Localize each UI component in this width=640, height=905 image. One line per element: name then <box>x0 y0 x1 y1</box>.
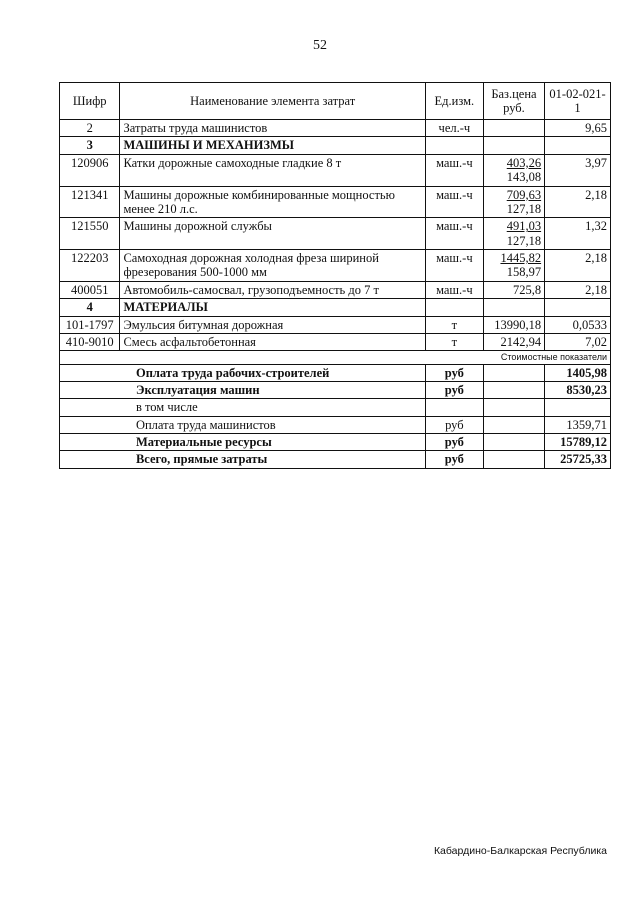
page-number: 52 <box>313 38 327 53</box>
cell-code: 3 <box>60 137 120 154</box>
summary-blank <box>60 416 120 433</box>
cell-price: 725,8 <box>483 281 544 298</box>
summary-unit: руб <box>425 434 483 451</box>
summary-blank <box>483 381 544 398</box>
table-row <box>60 250 611 282</box>
price-base: 1445,82 <box>500 251 542 265</box>
cell-name: МАТЕРИАЛЫ <box>120 299 425 316</box>
table-row <box>60 186 611 218</box>
table-row <box>60 281 611 298</box>
summary-name: Эксплуатация машин <box>120 381 425 398</box>
summary-blank <box>483 434 544 451</box>
cost-indicators-label: Стоимостные показатели <box>60 351 611 364</box>
cell-code: 2 <box>60 120 120 137</box>
summary-blank <box>483 416 544 433</box>
header-code: Шифр <box>60 83 120 120</box>
summary-unit: руб <box>425 416 483 433</box>
summary-blank <box>60 364 120 381</box>
cell-code: 410-9010 <box>60 333 120 350</box>
summary-value: 1359,71 <box>545 416 611 433</box>
summary-value: 15789,12 <box>545 434 611 451</box>
cell-price <box>483 299 544 316</box>
cell-price: 13990,18 <box>483 316 544 333</box>
table-row <box>60 137 611 154</box>
summary-name: Всего, прямые затраты <box>120 451 425 468</box>
cell-price: 2142,94 <box>483 333 544 350</box>
cell-code: 121341 <box>60 186 120 218</box>
summary-blank <box>60 381 120 398</box>
cell-value: 7,02 <box>545 333 611 350</box>
summary-unit: руб <box>425 381 483 398</box>
summary-blank <box>60 451 120 468</box>
cell-price <box>483 120 544 137</box>
table-header-row <box>60 83 611 120</box>
cell-unit: маш.-ч <box>425 186 483 218</box>
cell-code: 120906 <box>60 154 120 186</box>
cell-price <box>483 250 544 282</box>
cell-value: 2,18 <box>545 186 611 218</box>
cell-value: 9,65 <box>545 120 611 137</box>
summary-name: Оплата труда рабочих-строителей <box>120 364 425 381</box>
cell-name: Машины дорожные комбинированные мощностью менее 210 л.с. <box>120 186 425 218</box>
cell-unit: т <box>425 316 483 333</box>
summary-blank <box>483 399 544 416</box>
cell-unit: маш.-ч <box>425 218 483 250</box>
summary-blank <box>60 399 120 416</box>
cell-name: Эмульсия битумная дорожная <box>120 316 425 333</box>
table-row <box>60 154 611 186</box>
cell-price <box>483 186 544 218</box>
summary-blank <box>60 434 120 451</box>
table-body <box>60 120 611 351</box>
price-wage: 143,08 <box>506 170 542 185</box>
summary-row <box>60 416 611 433</box>
summary-name: Материальные ресурсы <box>120 434 425 451</box>
summary-row <box>60 399 611 416</box>
cell-value: 2,18 <box>545 250 611 282</box>
cell-code: 122203 <box>60 250 120 282</box>
table-row <box>60 316 611 333</box>
cell-price <box>483 137 544 154</box>
header-name: Наименование элемента затрат <box>120 83 425 120</box>
cost-indicators-row <box>60 351 611 364</box>
summary-unit <box>425 399 483 416</box>
cell-name: Затраты труда машинистов <box>120 120 425 137</box>
cell-unit: маш.-ч <box>425 281 483 298</box>
cell-price <box>483 154 544 186</box>
cell-name: Смесь асфальтобетонная <box>120 333 425 350</box>
summary-value: 1405,98 <box>545 364 611 381</box>
cell-unit: т <box>425 333 483 350</box>
summary-value: 8530,23 <box>545 381 611 398</box>
summary-row <box>60 434 611 451</box>
header-norm: 01-02-021-1 <box>545 83 611 120</box>
summary-body <box>60 351 611 469</box>
cost-table <box>59 82 611 469</box>
cell-code: 4 <box>60 299 120 316</box>
cell-name: Машины дорожной службы <box>120 218 425 250</box>
cell-value: 0,0533 <box>545 316 611 333</box>
cell-unit: чел.-ч <box>425 120 483 137</box>
summary-unit: руб <box>425 364 483 381</box>
table-row <box>60 333 611 350</box>
price-wage: 127,18 <box>506 201 542 216</box>
summary-name: Оплата труда машинистов <box>120 416 425 433</box>
summary-row <box>60 364 611 381</box>
price-base: 403,26 <box>506 155 542 170</box>
price-base: 491,03 <box>506 219 542 234</box>
footer-region: Кабардино-Балкарская Республика <box>433 845 607 857</box>
cell-unit: маш.-ч <box>425 154 483 186</box>
cell-unit: маш.-ч <box>425 250 483 282</box>
price-wage: 158,97 <box>506 265 542 280</box>
cell-value <box>545 299 611 316</box>
summary-value <box>545 399 611 416</box>
cell-value: 1,32 <box>545 218 611 250</box>
cell-value <box>545 137 611 154</box>
cell-value: 2,18 <box>545 281 611 298</box>
table-row <box>60 218 611 250</box>
cell-unit <box>425 299 483 316</box>
cell-code: 400051 <box>60 281 120 298</box>
cell-value: 3,97 <box>545 154 611 186</box>
price-wage: 127,18 <box>506 233 542 248</box>
cell-name: Самоходная дорожная холодная фреза шириной фрезерования 500-1000 мм <box>120 250 425 282</box>
cell-unit <box>425 137 483 154</box>
summary-blank <box>483 364 544 381</box>
summary-blank <box>483 451 544 468</box>
cell-code: 101-1797 <box>60 316 120 333</box>
cell-name: Автомобиль-самосвал, грузоподъемность до 7 т <box>120 281 425 298</box>
summary-unit: руб <box>425 451 483 468</box>
cell-code: 121550 <box>60 218 120 250</box>
header-unit: Ед.изм. <box>425 83 483 120</box>
summary-row <box>60 381 611 398</box>
cell-name: Катки дорожные самоходные гладкие 8 т <box>120 154 425 186</box>
header-price: Баз.цена руб. <box>483 83 544 120</box>
price-base: 709,63 <box>506 187 542 202</box>
cell-name: МАШИНЫ И МЕХАНИЗМЫ <box>120 137 425 154</box>
table-row <box>60 120 611 137</box>
table-row <box>60 299 611 316</box>
summary-row <box>60 451 611 468</box>
cell-price <box>483 218 544 250</box>
summary-name: в том числе <box>120 399 425 416</box>
summary-value: 25725,33 <box>545 451 611 468</box>
